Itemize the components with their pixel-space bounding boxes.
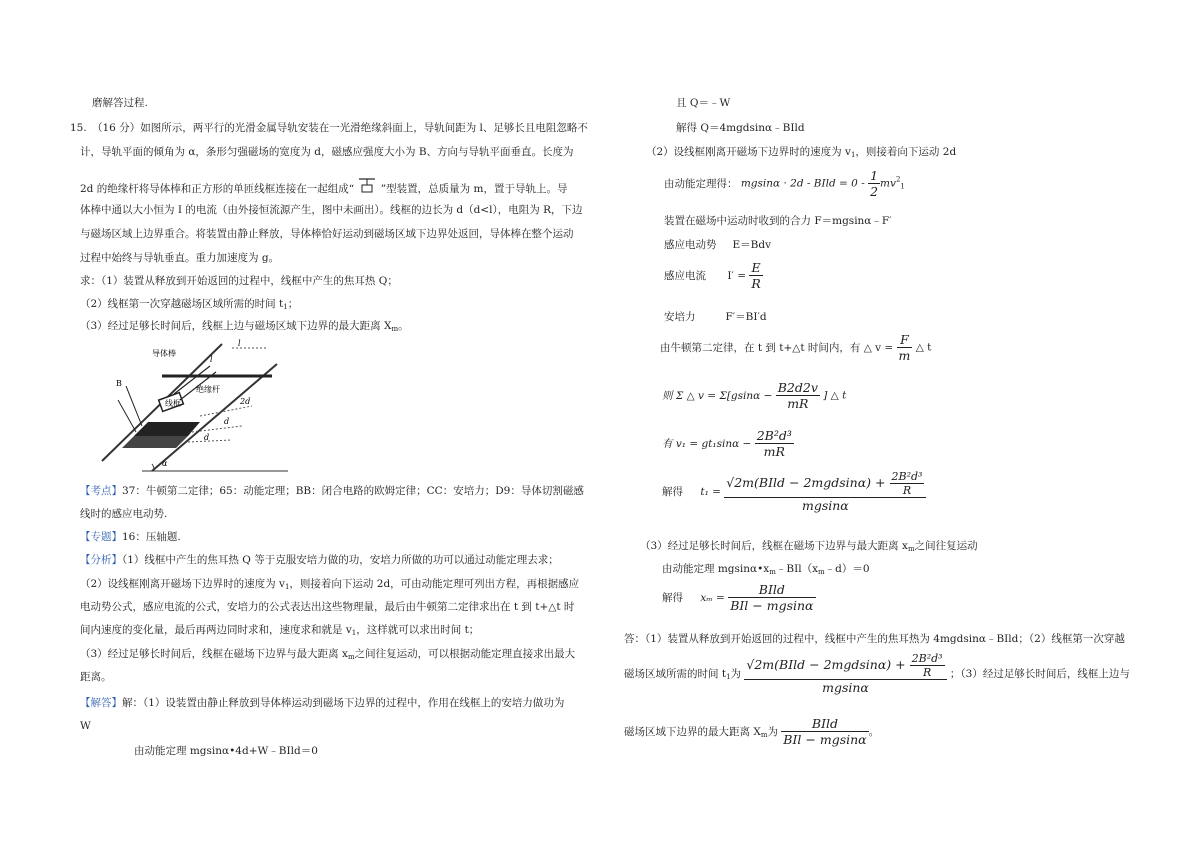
fenxi-1: 【分析】（1）线框中产生的焦耳热 Q 等于克服安培力做的功，安培力所做的功可以通过动能定理去求；	[80, 554, 559, 566]
r-line-3: （2）设线框刚离开磁场下边界时的速度为 $v_1$，则接着向下运动 2d	[646, 146, 957, 159]
jieda-2: 由动能定理 mgsinα•4d+W﹣BIld＝0	[134, 745, 318, 757]
label-rod: 绝缘杆	[196, 385, 220, 394]
label-alpha: α	[162, 459, 168, 468]
question-line-2: 计，导轨平面的倾角为 α，条形匀强磁场的宽度为 d，磁感应强度大小为 B、方向与导轨平面垂直。长度为	[80, 146, 574, 158]
jieda-1b: W	[80, 720, 91, 732]
r-t1: 解得 t₁ = √2m(BIld − 2mgdsinα) + $\frac{\text{2B²d³}}{R}$ mgsinα	[662, 470, 926, 513]
question-number: 15.	[70, 122, 87, 134]
answer-a: 答：（1）装置从释放到开始返回的过程中，线框中产生的焦耳热为 4mgdsinα﹣BIld；（2）线框第一次穿越	[624, 633, 1125, 645]
r-ampere: 安培力 F′＝BI′d	[664, 311, 767, 323]
ask-3: （3）经过足够长时间后，线框上边与磁场区域下边界的最大距离 $X_m$。	[80, 320, 409, 333]
kaodian-2: 线时的感应电动势.	[80, 508, 168, 520]
r-line-1: 且 Q＝﹣W	[676, 97, 731, 109]
r-line-2: 解得 Q＝4mgdsinα﹣BIld	[676, 122, 805, 134]
label-2d: 2d	[240, 397, 251, 406]
label-d2: d	[204, 433, 210, 442]
r-part3: （3）经过足够长时间后，线框在磁场下边界与最大距离 $x_m$之间往复运动	[640, 540, 978, 553]
kaodian: 【考点】37：牛顿第二定律；65：动能定理；BB：闭合电路的欧姆定律；CC：安培力；D9：导体切割磁感	[80, 485, 584, 497]
question-line-3	[80, 178, 567, 196]
r-sum: 则 Σ △ v = Σ[gsinα − $\frac{B2d2v}{mR}$ ] △ t	[662, 380, 847, 411]
answer-d: 磁场区域下边界的最大距离 $X_m$为 $\frac{\text{BIld}}{\text{BIl − mgsinα}}$ 。	[624, 716, 880, 747]
label-d1: d	[224, 417, 230, 426]
jieda-1: 【解答】解：（1）设装置由静止释放到导体棒运动到磁场下边界的过程中，作用在线框上的安培力做功为	[80, 697, 565, 709]
label-frame: 线框	[165, 399, 181, 408]
r-current: 感应电流 I′ = $\frac{E}{R}$	[664, 260, 761, 291]
label-conductor: 导体棒	[152, 349, 176, 358]
intro-line: 磨解答过程.	[92, 97, 148, 109]
question-line-4: 体棒中通以大小恒为 I 的电流（由外接恒流源产生，图中未画出）。线框的边长为 d（d<l），电阻为 R，下边	[80, 204, 583, 216]
label-l: l	[238, 339, 241, 348]
r-v1: 有 v₁ = gt₁sinα − $\frac{\text{2B²d³}}{mR}$	[662, 428, 792, 459]
fenxi-3a: （3）经过足够长时间后，线框在磁场下边界与最大距离 $x_m$之间往复运动，可以根据动能定理直接求出最大	[80, 648, 576, 661]
question-line-1: （16 分）如图所示，两平行的光滑金属导轨安装在一光滑绝缘斜面上，导轨间距为 l、足够长且电阻忽略不	[92, 122, 588, 134]
question-line-3a: 2d 的绝缘杆将导体棒和正方形的单匝线框连接在一起组成“	[80, 183, 355, 195]
answer-b: 磁场区域所需的时间 $t_1$为 √2m(BIld − 2mgdsinα) + $\frac{\text{2B²d³}}{R}$ mgsinα ；（3）经过足够长时间后，线框上边与	[624, 652, 1130, 695]
ask-1: 求：（1）装置从释放到开始返回的过程中，线框中产生的焦耳热 Q；	[80, 275, 398, 287]
question-line-6: 过程中始终与导轨垂直。重力加速度为 g。	[80, 252, 280, 264]
label-l2: l	[210, 355, 213, 364]
r-newton: 由牛顿第二定律，在 t 到 t+△t 时间内，有 △ v = $\frac{F}{m}$ △ t	[660, 332, 932, 363]
fenxi-2b: 电动势公式，感应电流的公式，安培力的公式表达出这些物理量，最后由牛顿第二定律求出在 t 到 t+△t 时	[80, 601, 575, 613]
fenxi-2c: 间内速度的变化量，最后再两边同时求和，速度求和就是 $v_1$，这样就可以求出时间 t；	[80, 624, 480, 637]
r-energy-3: 由动能定理 $mgsin\alpha•x_m﹣BIl(x_m﹣d)=0$	[662, 563, 870, 576]
r-energy-eq: 由动能定理得： mgsinα · 2d - BIld = 0 - $\frac{1}{2}$ $mv^2_1$	[664, 168, 905, 199]
question-line-5: 与磁场区域上边界重合。将装置由静止释放，导体棒恰好运动到磁场区域下边界处返回，导体棒在整个运动	[80, 228, 574, 240]
zhuanti: 【专题】16：压轴题.	[80, 531, 181, 543]
r-emf: 感应电动势 E＝Bdv	[664, 239, 772, 251]
question-line-3b: ”型装置，总质量为 m，置于导轨上。导	[380, 183, 568, 195]
r-xm: 解得 xₘ = $\frac{\text{BIld}}{\text{BIl − mgsinα}}$	[662, 582, 814, 613]
label-B: B	[116, 379, 122, 388]
fenxi-3b: 距离。	[80, 671, 112, 683]
incline-figure	[92, 336, 288, 476]
r-line-5: 装置在磁场中运动时收到的合力 F＝mgsinα﹣F′	[664, 215, 892, 227]
fenxi-2a: （2）设线框刚离开磁场下边界时的速度为 $v_1$，则接着向下运动 2d，可由动能定理可列出方程，再根据感应	[80, 578, 580, 591]
device-symbol-icon	[357, 178, 377, 194]
ask-2: （2）线框第一次穿越磁场区域所需的时间 $t_1$；	[80, 298, 299, 311]
